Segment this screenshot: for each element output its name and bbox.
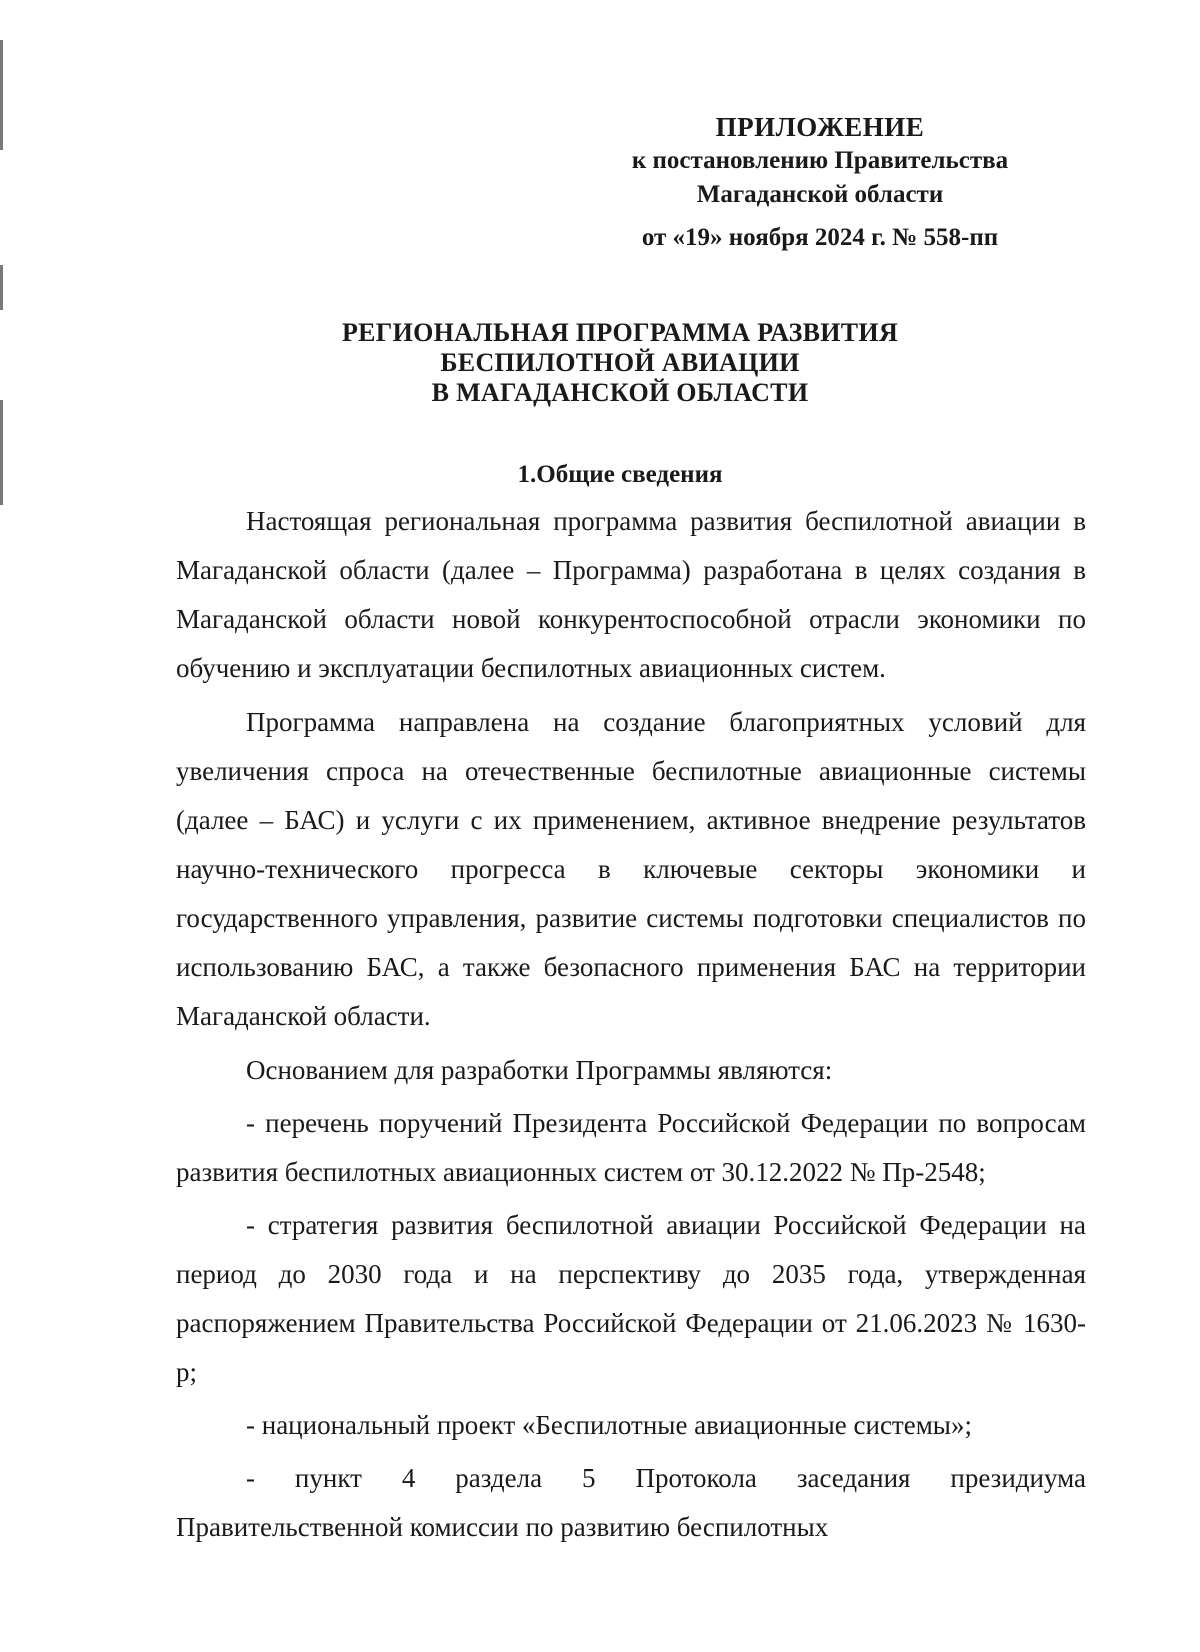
list-item: - пункт 4 раздела 5 Протокола заседания президиума Правительственной комиссии по развитию беспилотных <box>176 1463 1086 1542</box>
list-item: - стратегия развития беспилотной авиации Российской Федерации на период до 2030 года и на перспективу до 2035 года, утвержденная распоряжением Правительства Российской Федерации от 21.06.2023 № 1630-р; <box>176 1210 1086 1387</box>
paragraph: Программа направлена на создание благоприятных условий для увеличения спроса на отечественные беспилотные авиационные системы (далее – БАС) и услуги с их применением, активное внедрение результатов научно-технического прогресса в ключевые секторы экономики и государственного управления, развитие системы подготовки специалистов по использованию БАС, а также безопасного применения БАС на территории Магаданской области. <box>176 707 1086 1031</box>
section-heading: 1.Общие сведения <box>517 461 723 488</box>
list-item: - национальный проект «Беспилотные авиационные системы»; <box>246 1410 972 1440</box>
title-line-1: РЕГИОНАЛЬНАЯ ПРОГРАММА РАЗВИТИЯ <box>341 318 899 347</box>
appendix-block <box>560 110 1080 255</box>
paragraph: Настоящая региональная программа развития беспилотной авиации в Магаданской области (далее – Программа) разработана в целях создания в Магаданской области новой конкурентоспособной отрасли экономики по обучению и эксплуатации беспилотных авиационных систем. <box>176 506 1086 683</box>
title-line-2: БЕСПИЛОТНОЙ АВИАЦИИ <box>440 348 800 377</box>
title-line-3: В МАГАДАНСКОЙ ОБЛАСТИ <box>431 378 809 407</box>
section-body <box>176 497 1086 1556</box>
scan-edge-mark <box>0 400 3 505</box>
list-item: - перечень поручений Президента Российской Федерации по вопросам развития беспилотных авиационных систем от 30.12.2022 № Пр-2548; <box>176 1108 1086 1187</box>
scan-edge-mark <box>0 265 3 310</box>
appendix-heading: ПРИЛОЖЕНИЕ <box>715 112 925 142</box>
scan-edge-mark <box>0 40 3 150</box>
paragraph: Основанием для разработки Программы являются: <box>246 1055 833 1085</box>
appendix-date: от «19» ноября 2024 г. № 558-пп <box>641 224 999 251</box>
appendix-line-2: Магаданской области <box>696 181 944 208</box>
appendix-line-1: к постановлению Правительства <box>631 147 1009 174</box>
document-title <box>160 318 1080 408</box>
